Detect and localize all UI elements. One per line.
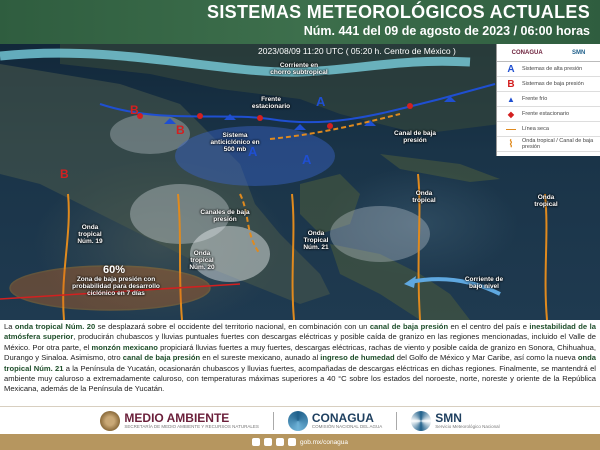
logo-smn[interactable]	[411, 411, 499, 431]
text-segment: a la Península de Yucatán, ocasionarán chubascos y lluvias fuertes, acompañadas de descargas eléctricas en dichas regiones. Finalmente, se mantendrá el ambiente muy caluroso a extremadamente caluroso, con temperaturas máximas superiores a 40 °C sobre los estados del noroeste, norte, noreste y oriente de la República Mexicana, además de la Península de Yucatán.	[4, 363, 596, 394]
instagram-icon[interactable]	[264, 438, 272, 446]
legend-item-label: Onda tropical / Canal de baja presión	[522, 138, 594, 150]
tropical-wave-21-line	[292, 194, 294, 320]
logo-medio-ambiente[interactable]	[100, 411, 258, 431]
text-segment: en el sureste mexicano, aunado al	[202, 353, 319, 363]
label-tropical-wave-21: Onda Tropical Núm. 21	[303, 230, 329, 251]
highlight-term: onda tropical Núm. 20	[14, 322, 96, 331]
label-subtropical-jet: Corriente en chorro subtropical	[270, 62, 328, 76]
tropical-wave-icon: ⌇	[508, 138, 514, 150]
land-cuba	[380, 154, 500, 182]
divider	[273, 412, 274, 430]
highlight-term: onda tropical Núm. 21	[4, 353, 596, 373]
highlight-term: canal de baja presión	[122, 353, 201, 363]
satellite-map[interactable]	[0, 44, 600, 320]
bulletin-subtitle: Núm. 441 del 09 de agosto de 2023 / 06:00 horas	[303, 24, 590, 38]
dry-line-icon: —	[506, 123, 516, 135]
logo-conagua[interactable]	[288, 411, 382, 431]
highlight-term: canal de baja presión	[369, 322, 449, 331]
medio-ambiente-sub: SECRETARÍA DE MEDIO AMBIENTE Y RECURSOS NATURALES	[124, 424, 259, 429]
legend-item	[497, 107, 600, 122]
high-pressure-symbol: A	[302, 152, 312, 167]
text-segment: propiciará lluvias fuertes a muy fuertes, descargas eléctricas, rachas de viento y posible caída de granizo en Sonora, Chihuahua, Durango y Sinaloa. Asimismo, otro	[4, 342, 596, 363]
stationary-front-icon: ◆	[507, 109, 515, 119]
label-anticyclonic-system: Sistema anticiclónico en 500 mb	[210, 132, 260, 153]
label-tropical-wave-c1: Onda tropical	[412, 190, 436, 204]
label-stationary-front: Frente estacionario	[251, 96, 291, 110]
youtube-icon[interactable]	[288, 438, 296, 446]
text-segment: en el centro del país e	[450, 322, 527, 331]
low-pressure-symbol: B	[176, 123, 185, 137]
text-segment: del Golfo de México y Mar Caribe, así como la nueva	[396, 353, 576, 363]
high-pressure-icon: A	[507, 63, 515, 75]
text-segment: se desplazará sobre el occidente del territorio nacional, en combinación con un	[97, 322, 368, 331]
low-pressure-symbol: B	[60, 167, 69, 181]
twitter-icon[interactable]	[276, 438, 284, 446]
weather-swirl-icon	[411, 411, 431, 431]
legend-item-label: Frente estacionario	[522, 111, 570, 117]
label-low-channels-west: Canales de baja presión	[200, 209, 250, 223]
low-pressure-icon: B	[507, 78, 515, 90]
legend-logo-conagua: CONAGUA	[511, 49, 543, 56]
forecast-text	[4, 322, 596, 406]
text-segment: , producirán chubascos y lluvias puntuales fuertes con descargas eléctricas y posible caída de granizo en las regiones mencionadas, incluido el Valle de México. Por otra parte, el	[4, 332, 596, 352]
cyclone-probability: 60%	[103, 264, 126, 276]
cloud-cluster	[330, 206, 430, 262]
text-segment: La	[4, 322, 13, 331]
highlight-term: inestabilidad de la atmósfera superior	[4, 322, 596, 342]
high-pressure-symbol: A	[316, 94, 326, 109]
label-cyclone-zone: Zona de baja presión con probabilidad para desarrollo ciclónico en 7 días	[72, 276, 160, 297]
legend-item	[497, 137, 600, 152]
label-tropical-wave-20: Onda tropical Núm. 20	[189, 250, 215, 271]
legend-item	[497, 77, 600, 92]
footer-logos	[0, 406, 600, 434]
legend-item-label: Frente frío	[522, 96, 548, 102]
legend-item-label: Línea seca	[522, 126, 549, 132]
social-handle[interactable]: gob.mx/conagua	[299, 438, 349, 446]
header-banner	[0, 0, 600, 44]
legend-header	[497, 44, 600, 62]
high-pressure-symbol: A	[248, 144, 258, 159]
highlight-term: monzón mexicano	[91, 342, 158, 352]
divider	[396, 412, 397, 430]
smn-label: SMN	[435, 411, 462, 425]
conagua-label: CONAGUA	[311, 411, 374, 425]
footer-social-bar	[0, 434, 600, 450]
map-timestamp: 2023/08/09 11:20 UTC ( 05:20 h. Centro de México )	[258, 46, 456, 56]
label-tropical-wave-19: Onda tropical Núm. 19	[77, 224, 103, 245]
legend-item	[497, 122, 600, 137]
highlight-term: ingreso de humedad	[320, 353, 395, 363]
legend-logo-smn: SMN	[571, 49, 586, 56]
cold-front-icon: ▲	[507, 94, 515, 104]
medio-ambiente-label: MEDIO AMBIENTE	[124, 411, 230, 425]
low-pressure-symbol: B	[130, 103, 139, 117]
legend-item	[497, 92, 600, 107]
label-tropical-wave-c2: Onda tropical	[534, 194, 558, 208]
legend-item	[497, 62, 600, 77]
conagua-sub: COMISIÓN NACIONAL DEL AGUA	[311, 424, 383, 429]
water-drop-icon	[288, 411, 308, 431]
label-low-level-jet: Corriente de bajo nivel	[464, 276, 504, 290]
legend-item-label: Sistemas de alta presión	[522, 66, 583, 72]
seal-icon	[100, 411, 120, 431]
smn-sub: Servicio Meteorológico Nacional	[435, 424, 500, 429]
legend-item-label: Sistemas de baja presión	[522, 81, 584, 87]
map-legend	[496, 44, 600, 156]
facebook-icon[interactable]	[252, 438, 260, 446]
label-low-channel-east: Canal de baja presión	[394, 130, 436, 144]
tropical-wave-c2-line	[545, 194, 547, 320]
page-title: SISTEMAS METEOROLÓGICOS ACTUALES	[207, 2, 590, 22]
